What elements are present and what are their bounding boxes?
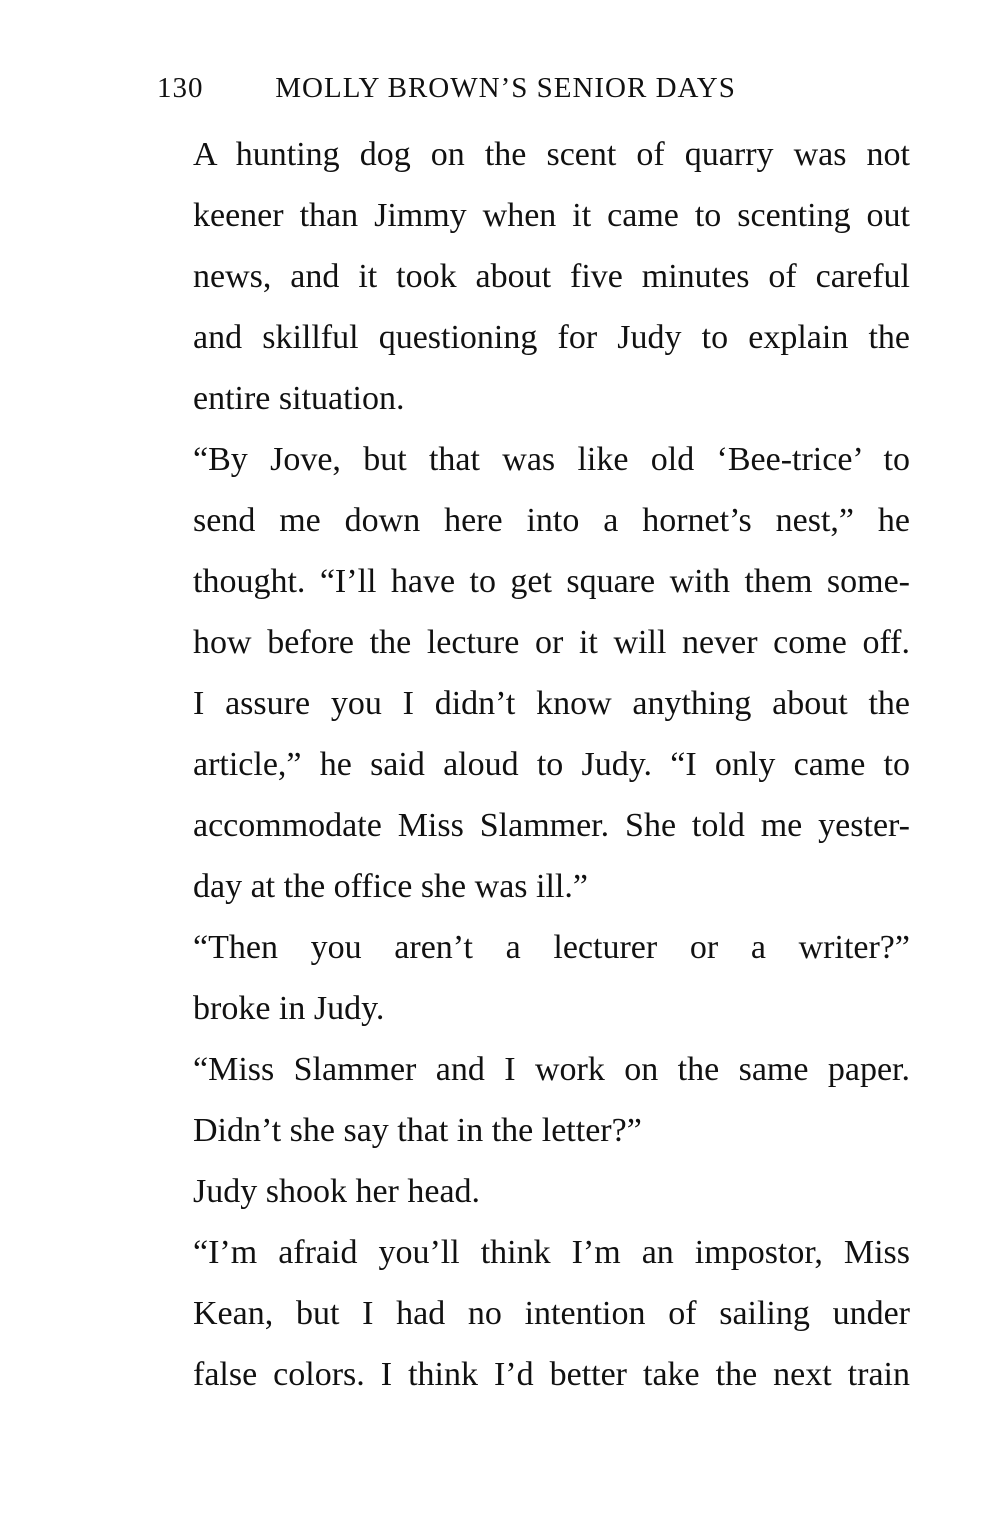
text-line: news, and it took about five minutes of careful [193,258,910,295]
paragraph-2 [157,429,910,917]
text-line: day at the office she was ill.” [193,868,588,905]
text-line: article,” he said aloud to Judy. “I only came to [193,746,910,783]
text-line: “I’m afraid you’ll think I’m an impostor, Miss [193,1234,910,1271]
text-line: thought. “I’ll have to get square with them some- [193,563,910,600]
text-line: how before the lecture or it will never come off. [193,624,910,661]
text-line: “Miss Slammer and I work on the same paper. [193,1051,910,1088]
text-line: false colors. I think I’d better take the next train [193,1356,910,1393]
text-line: entire situation. [193,380,405,417]
paragraph-5 [157,1161,910,1222]
text-line: and skillful questioning for Judy to explain the [193,319,910,356]
paragraph-1 [157,124,910,429]
text-line: Didn’t she say that in the letter?” [193,1112,642,1149]
text-line: A hunting dog on the scent of quarry was not [193,136,910,173]
text-line: “Then you aren’t a lecturer or a writer?” [193,929,910,966]
page-number: 130 [157,72,204,104]
paragraph-4 [157,1039,910,1161]
text-line: keener than Jimmy when it came to scenting out [193,197,910,234]
text-line: broke in Judy. [193,990,385,1027]
text-line: “By Jove, but that was like old ‘Bee-trice’ to [193,441,910,478]
text-line: I assure you I didn’t know anything about the [193,685,910,722]
text-line: accommodate Miss Slammer. She told me yester- [193,807,910,844]
running-title: MOLLY BROWN’S SENIOR DAYS [275,72,736,104]
paragraph-3 [157,917,910,1039]
text-line: send me down here into a hornet’s nest,” he [193,502,910,539]
running-head [157,72,917,105]
text-line: Kean, but I had no intention of sailing under [193,1295,910,1332]
paragraph-6 [157,1222,910,1405]
body-text [157,124,910,1405]
text-line: Judy shook her head. [193,1173,481,1210]
